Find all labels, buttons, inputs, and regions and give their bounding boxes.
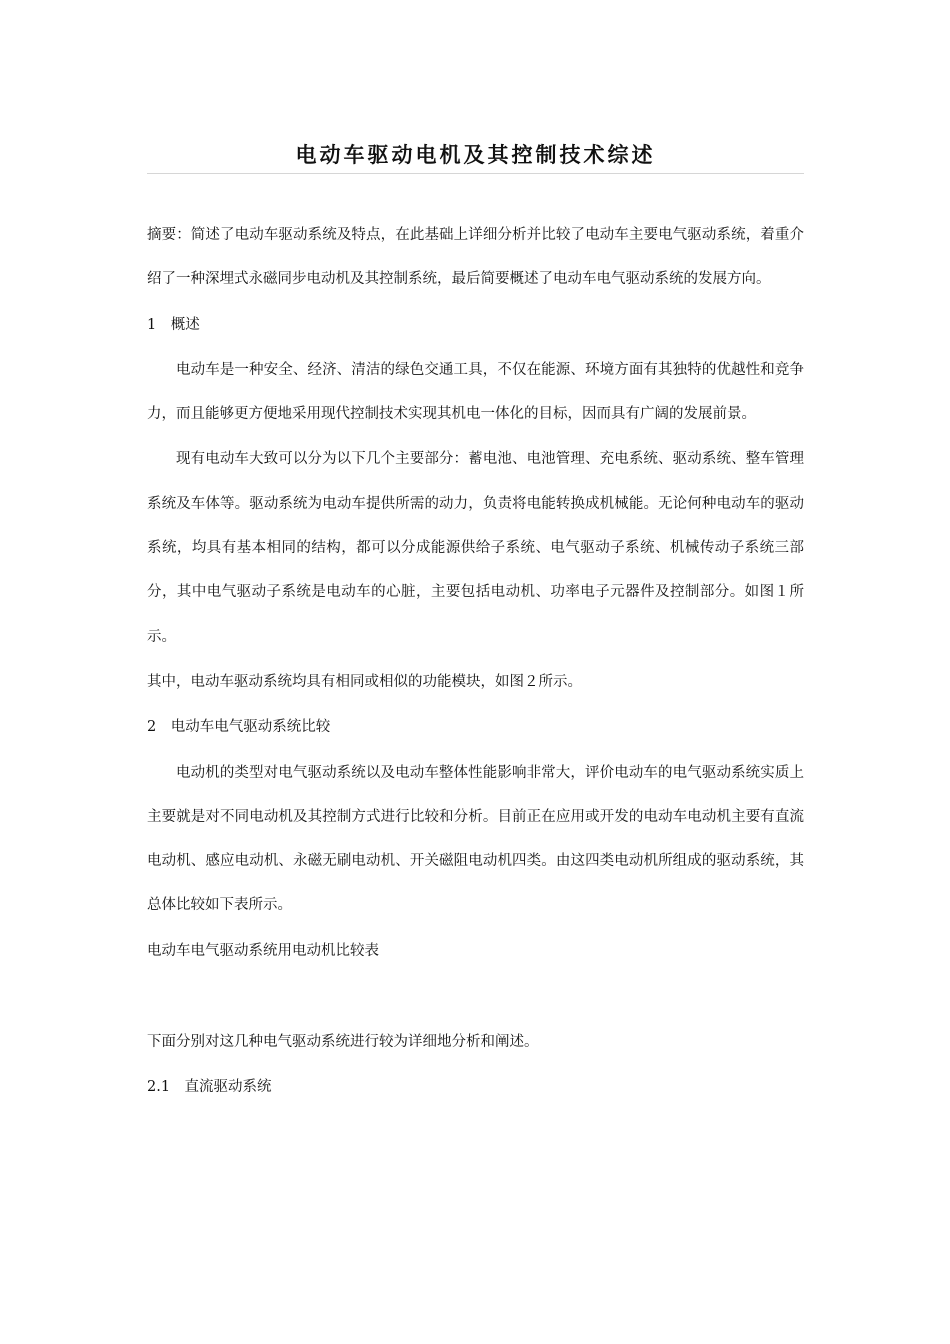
document-body xyxy=(147,213,804,1111)
body-paragraph: 电动车是一种安全、经济、清洁的绿色交通工具，不仅在能源、环境方面有其独特的优越性和竞争力，而且能够更方便地采用现代控制技术实现其机电一体化的目标，因而具有广阔的发展前景。 xyxy=(147,361,804,423)
body-paragraph: 现有电动车大致可以分为以下几个主要部分：蓄电池、电池管理、充电系统、驱动系统、整车管理系统及车体等。驱动系统为电动车提供所需的动力，负责将电能转换成机械能。无论何种电动车的驱动系统，均具有基本相同的结构，都可以分成能源供给子系统、电气驱动子系统、机械传动子系统三部分，其中电气驱动子系统是电动车的心脏，主要包括电动机、功率电子元器件及控制部分。如图１所示。 xyxy=(147,451,804,645)
section-heading-overview: 1 概述 xyxy=(147,316,200,333)
table-placeholder-space xyxy=(147,974,804,1020)
body-paragraph: 下面分别对这几种电气驱动系统进行较为详细地分析和阐述。 xyxy=(147,1034,539,1051)
section-heading-comparison: 2 电动车电气驱动系统比较 xyxy=(147,719,331,736)
abstract-paragraph: 摘要：简述了电动车驱动系统及特点，在此基础上详细分析并比较了电动车主要电气驱动系统，着重介绍了一种深埋式永磁同步电动机及其控制系统，最后简要概述了电动车电气驱动系统的发展方向。 xyxy=(147,227,804,288)
subsection-heading-dc-drive: 2.1 直流驱动系统 xyxy=(147,1079,272,1096)
table-caption: 电动车电气驱动系统用电动机比较表 xyxy=(147,942,379,959)
body-paragraph: 其中，电动车驱动系统均具有相同或相似的功能模块，如图２所示。 xyxy=(147,673,582,690)
title-divider xyxy=(147,173,804,174)
body-paragraph: 电动机的类型对电气驱动系统以及电动车整体性能影响非常大，评价电动车的电气驱动系统实质上主要就是对不同电动机及其控制方式进行比较和分析。目前正在应用或开发的电动车电动机主要有直流电动机、感应电动机、永磁无刷电动机、开关磁阻电动机四类。由这四类电动机所组成的驱动系统，其总体比较如下表所示。 xyxy=(147,764,804,914)
document-title: 电动车驱动电机及其控制技术综述 xyxy=(295,143,656,167)
